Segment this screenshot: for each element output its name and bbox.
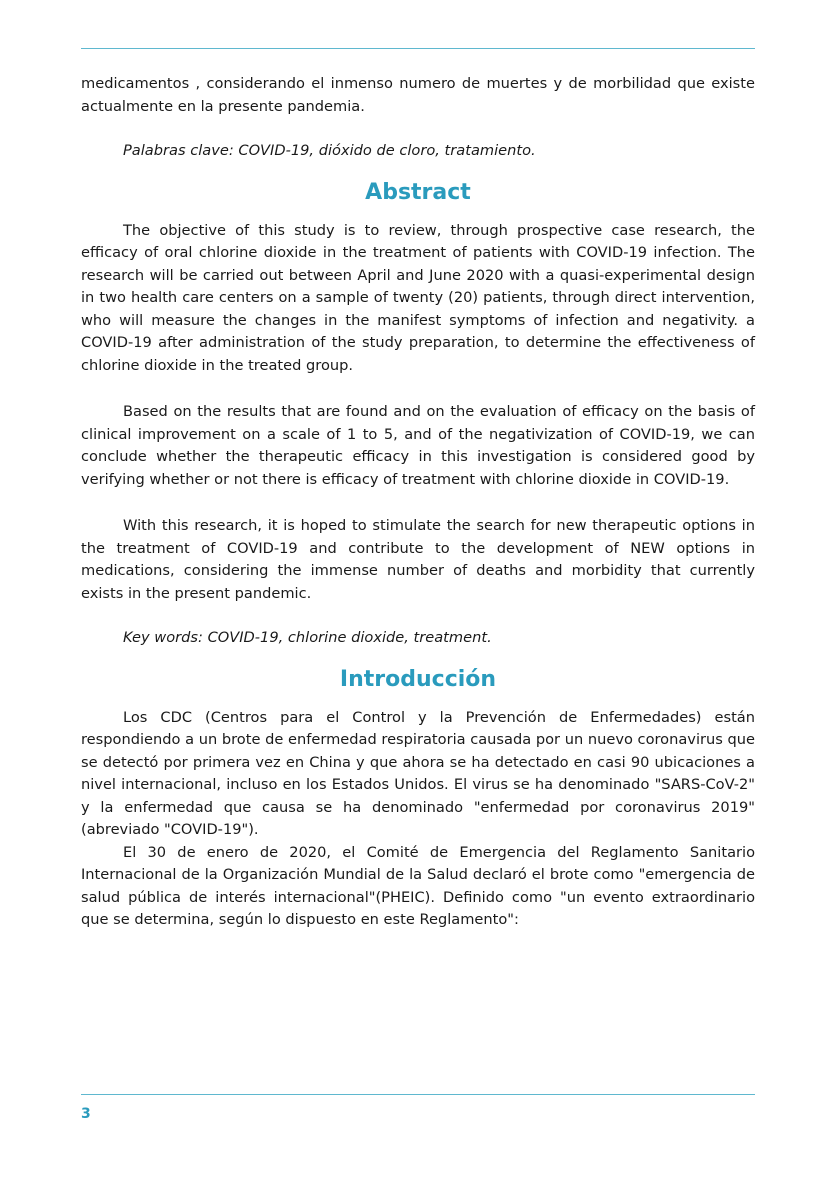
abstract-paragraph-3: With this research, it is hoped to stimulate the search for new therapeutic options in the treatment of COVID-19 and contribute to the development of NEW options in medications, considering the immense number of deaths and morbidity that currently exists in the present pandemic.	[81, 517, 755, 602]
header-rule	[81, 48, 755, 49]
footer-rule	[81, 1094, 755, 1095]
intro-paragraph-1: Los CDC (Centros para el Control y la Prevención de Enfermedades) están respondiendo a un brote de enfermedad respiratoria causada por un nuevo coronavirus que se detectó por primera vez en China y que ahora se ha detectado en casi 90 ubicaciones a nivel internacional, incluso en los Estados Unidos. El virus se ha denominado "SARS-CoV-2" y la enfermedad que causa se ha denominado "enfermedad por coronavirus 2019" (abreviado "COVID-19").	[81, 708, 755, 838]
abstract-heading: Abstract	[365, 179, 471, 205]
page-body	[81, 73, 755, 932]
key-words: Key words: COVID-19, chlorine dioxide, treatment.	[123, 629, 492, 646]
abstract-paragraph-1: The objective of this study is to review, through prospective case research, the efficacy of oral chlorine dioxide in the treatment of patients with COVID-19 infection. The research will be carried out between April and June 2020 with a quasi-experimental design in two health care centers on a sample of twenty (20) patients, through direct intervention, who will measure the changes in the manifest symptoms of infection and negativity. a COVID-19 after administration of the study preparation, to determine the effectiveness of chlorine dioxide in the treated group.	[81, 221, 755, 374]
page-number: 3	[81, 1106, 91, 1122]
introduccion-heading: Introducción	[339, 666, 497, 692]
intro-paragraph-2: El 30 de enero de 2020, el Comité de Emergencia del Reglamento Sanitario Internacional de la Organización Mundial de la Salud declaró el brote como "emergencia de salud pública de interés internacional"(PHEIC). Definido como "un evento extraordinario que se determina, según lo dispuesto en este Reglamento":	[81, 843, 755, 928]
abstract-paragraph-2: Based on the results that are found and on the evaluation of efficacy on the basis of clinical improvement on a scale of 1 to 5, and of the negativization of COVID-19, we can conclude whether the therapeutic efficacy in this investigation is considered good by verifying whether or not there is efficacy of treatment with chlorine dioxide in COVID-19.	[81, 403, 755, 488]
palabras-clave: Palabras clave: COVID-19, dióxido de cloro, tratamiento.	[123, 142, 536, 159]
resumen-closing-paragraph: medicamentos , considerando el inmenso numero de muertes y de morbilidad que existe actualmente en la presente pandemia.	[81, 75, 755, 115]
